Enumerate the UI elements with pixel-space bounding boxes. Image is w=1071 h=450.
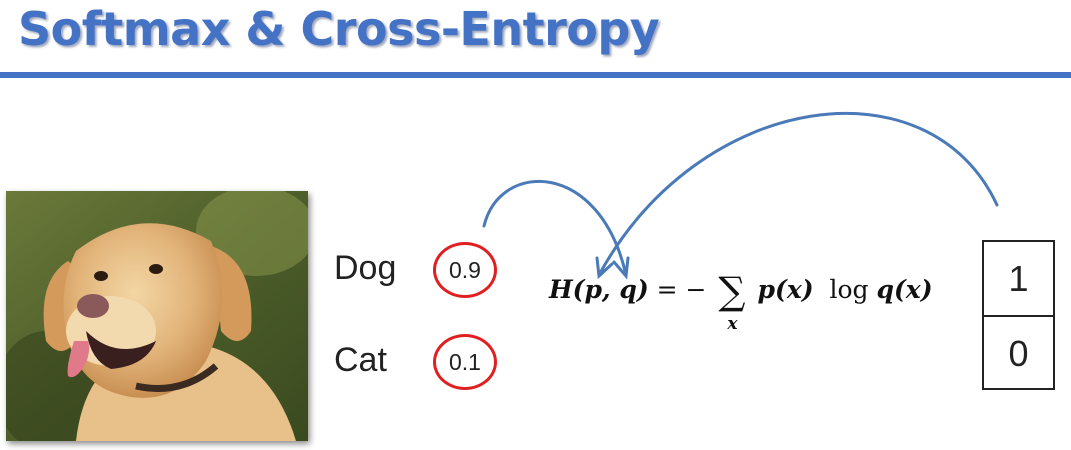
target-value-dog: 1 [1008,257,1029,299]
class-label-dog: Dog [334,249,397,287]
probability-cat: 0.1 [433,334,497,390]
arrow-target-to-p [599,113,997,275]
slide-title: Softmax & Cross-Entropy [18,2,660,56]
formula-log: log [829,275,869,304]
sum-symbol: ∑ x [718,269,746,334]
probability-dog: 0.9 [433,242,497,298]
arrow-prob-to-q [484,181,626,275]
formula-minus: − [685,275,707,304]
target-value-cat: 0 [984,315,1053,390]
class-label-cat: Cat [334,341,387,379]
formula-term-p: p(x) [757,275,814,304]
formula-lhs: H(p, q) [549,275,649,304]
formula-term-q: q(x) [876,275,933,304]
formula-equals: = [656,275,678,304]
sum-index: x [727,314,738,334]
